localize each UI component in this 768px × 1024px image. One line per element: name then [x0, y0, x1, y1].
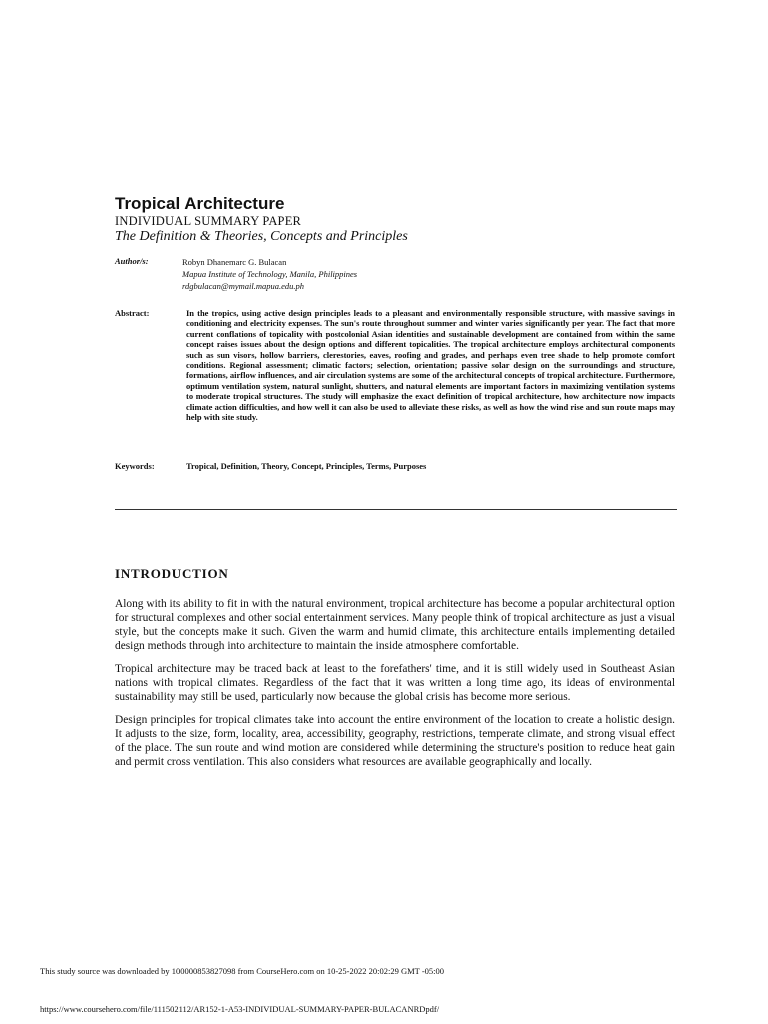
abstract-text: In the tropics, using active design principles leads to a pleasant and environmentally responsible structure, with massive savings in conditioning and electricity expenses. The sun's route throughout summer and winter varies significantly per year. The fact that more current conflations of topicality with postcolonial Asian identities and sustainable development are contained from within the same concept raises issues about the design options and different topicalities. The tropical architecture employs architectural components such as sun visors, hollow barriers, clerestories, eaves, roofing and grades, and perhaps even tree shade to help promote comfort conditions. Regional assessment; climatic factors; selection, orientation; passive solar design on the surroundings and structure, formations, airflow influences, and air circulation systems are some of the architectural concepts of tropical architecture. Furthermore, optimum ventilation system, natural sunlight, shutters, and natural elements are important factors in maximizing ventilation systems to moderate tropical structures. The study will emphasize the exact definition of tropical architecture, how architecture now impacts climate action difficulties, and how well it can also be used to alleviate these risks, as well as how the wind rise and sun route maps may help with site study. — [186, 308, 675, 423]
abstract-label: Abstract: — [115, 308, 150, 318]
paper-subsubtitle: The Definition & Theories, Concepts and Principles — [115, 229, 408, 244]
download-notice: This study source was downloaded by 100000853827098 from CourseHero.com on 10-25-2022 20:02:29 GMT -05:00 — [40, 966, 445, 976]
keywords-text: Tropical, Definition, Theory, Concept, Principles, Terms, Purposes — [186, 461, 427, 471]
intro-paragraph-1: Along with its ability to fit in with the natural environment, tropical architecture has become a popular architectural option for structural complexes and other social entertainment services. Many people think of tropical architecture as just a visual style, but the concepts make it such. Given the warm and humid climate, this architecture entails implementing detailed design methods through into architecture to maintain the inside atmosphere comfortable. — [115, 598, 675, 652]
paper-subtitle: INDIVIDUAL SUMMARY PAPER — [115, 214, 302, 228]
introduction-body — [115, 597, 675, 778]
author-email: rdgbulacan@mymail.mapua.edu.ph — [182, 281, 305, 291]
paper-title: Tropical Architecture — [115, 194, 285, 213]
author-institution: Mapua Institute of Technology, Manila, Philippines — [182, 269, 358, 279]
authors-label: Author/s: — [115, 256, 149, 266]
keywords-label: Keywords: — [115, 461, 155, 471]
introduction-heading: INTRODUCTION — [115, 566, 229, 581]
author-block — [182, 256, 357, 292]
author-name: Robyn Dhanemarc G. Bulacan — [182, 257, 287, 267]
source-url[interactable]: https://www.coursehero.com/file/111502112/AR152-1-A53-INDIVIDUAL-SUMMARY-PAPER-BULACANRDpdf/ — [40, 1004, 440, 1014]
intro-paragraph-3: Design principles for tropical climates take into account the entire environment of the location to create a holistic design. It adjusts to the size, form, locality, area, accessibility, geography, restrictions, temperate climate, and strong visual effect of the place. The sun route and wind motion are considered while determining the structure's position to reduce heat gain and permit cross ventilation. This also considers what resources are available geographically and locally. — [115, 714, 675, 768]
intro-paragraph-2: Tropical architecture may be traced back at least to the forefathers' time, and it is still widely used in Southeast Asian nations with tropical climates. Regardless of the fact that it was written a long time ago, its ideas of environmental sustainability may still be used, particularly now because the global crisis has become more serious. — [115, 663, 675, 703]
section-divider — [115, 509, 677, 510]
